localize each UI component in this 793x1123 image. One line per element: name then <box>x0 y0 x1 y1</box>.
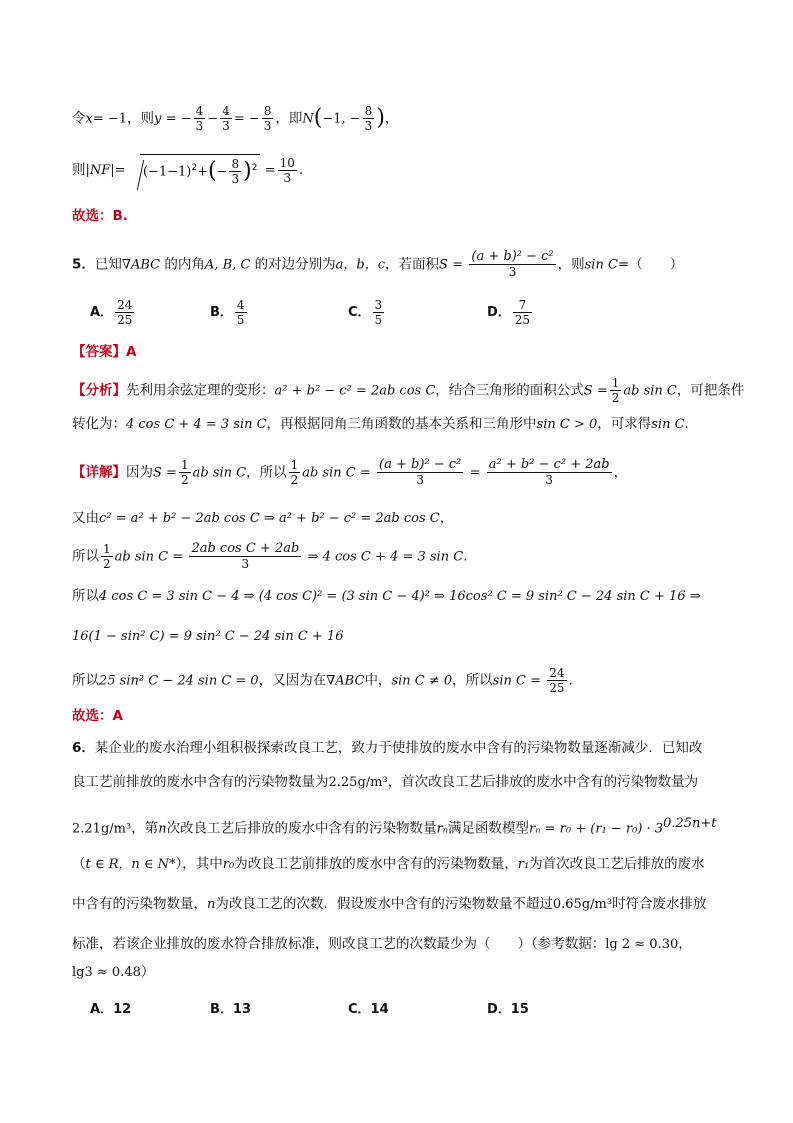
question-6-line-1 <box>72 738 702 758</box>
math: lg3 ≈ 0.48 <box>72 965 141 980</box>
text: 的对边分别为 <box>254 256 336 273</box>
text: 的内角 <box>164 256 205 273</box>
answer-value: A <box>112 708 123 724</box>
choice-a[interactable]: A．12 <box>90 1002 132 1017</box>
answer-value: A <box>126 344 137 360</box>
choice-c[interactable]: C． $\frac{3}{5}$ <box>348 298 383 327</box>
text: ，第 <box>131 820 159 837</box>
fraction: $\frac{4}{3}$ <box>195 104 204 133</box>
question-number: 6． <box>72 740 95 756</box>
math: ab sin C = <box>114 549 184 565</box>
text: 又由 <box>72 510 99 526</box>
math: = −1 <box>92 111 128 127</box>
text: 良工艺前排放的废水中含有的污染物数量为 <box>72 774 329 790</box>
text: （ <box>72 856 86 872</box>
math: S = <box>583 383 608 399</box>
text: ，可把条件 <box>676 382 745 399</box>
text: ， <box>384 110 399 127</box>
solution-line-1: 令x= −1，则y = − $\frac{4}{3}$ − $\frac{4}{3}$ = − $\frac{8}{3}$ ，即N(−1, − $\frac{8}{3}$ )， <box>72 104 399 133</box>
text: ，首次改良工艺后排放的废水中含有的污染物数量为 <box>387 774 699 790</box>
math-var: N <box>302 111 314 127</box>
math: lg 2 ≈ 0.30 <box>605 937 679 952</box>
text: 所以 <box>72 672 99 689</box>
detail-line-4 <box>72 586 701 607</box>
text: ） <box>140 964 155 980</box>
answer-label: 故选： <box>72 208 113 224</box>
text: ，则 <box>557 256 585 273</box>
analysis-tag: 【分析】 <box>72 382 126 399</box>
math: sin C ≠ 0 <box>391 673 453 689</box>
math: 25 sin² C − 24 sin C = 0 <box>99 673 259 689</box>
math: S = <box>153 465 177 481</box>
math: a² + b² − c² = 2ab cos C <box>274 383 436 399</box>
choice-b[interactable]: B．13 <box>210 1002 252 1017</box>
math: r₁ <box>517 857 530 872</box>
choice-a[interactable]: A． $\frac{24}{25}$ <box>90 298 133 327</box>
text: 转化为： <box>72 416 126 432</box>
fraction: $\frac{8}{3}$ <box>364 104 373 133</box>
math: ab sin C <box>623 383 677 399</box>
text: 令 <box>72 110 86 127</box>
question-6-line-7 <box>72 962 154 983</box>
question-number: 5． <box>72 256 95 273</box>
text: ，所以 <box>246 464 287 481</box>
fraction: $\frac{10}{3}$ <box>279 155 295 185</box>
answer-label: 故选： <box>72 708 113 724</box>
choice-c[interactable]: C．14 <box>348 1002 389 1017</box>
analysis-line-2 <box>72 414 689 435</box>
question-6-line-5 <box>72 894 707 915</box>
math: 4 cos C + 4 = 3 sin C <box>126 417 267 432</box>
question-6-line-3 <box>72 814 717 840</box>
math: sin C <box>651 417 685 432</box>
text: 为改良工艺的次数．假设废水中含有的污染物数量不超过 <box>215 896 553 912</box>
math: 4 cos C = 3 sin C − 4 ⇒ (4 cos C)² = (3 sin C − 4)² ⇒ 16cos² C = 9 sin² C − 24 sin C + 16 ⇒ <box>99 589 701 604</box>
math: ⇒ 4 cos C + 4 = 3 sin C <box>307 549 464 565</box>
math: ∇ABC <box>326 673 365 689</box>
question-6-line-4 <box>72 854 705 875</box>
answer-tag: 【答案】 <box>72 344 126 360</box>
math-var: x <box>85 111 93 127</box>
detail-line-5 <box>72 626 343 647</box>
math-var: S <box>439 257 448 273</box>
math: 0.25n+t <box>663 816 717 831</box>
choice-d[interactable]: D． $\frac{7}{25}$ <box>487 298 531 327</box>
math: = − <box>233 111 260 127</box>
text: ，结合三角形的面积公式 <box>435 382 584 399</box>
math: sin C <box>584 257 618 273</box>
fraction: $\frac{4}{3}$ <box>222 104 230 133</box>
text: ，又因为在 <box>258 672 327 689</box>
math: A, B, C <box>204 257 251 273</box>
math: = <box>264 163 276 178</box>
math: sin C > 0 <box>536 417 598 432</box>
text: 次改良工艺后排放的废水中含有的污染物数量 <box>166 820 437 837</box>
text: 中含有的污染物数量， <box>72 896 207 912</box>
math: − <box>207 111 219 127</box>
answer-line-5 <box>72 706 123 726</box>
text: 已知 <box>94 256 122 273</box>
text: ），其中 <box>175 856 223 872</box>
sqrt: $(-1-1)^2+(-$ $\frac{8}{3}$ )$^2$ <box>130 154 261 186</box>
solution-line-2 <box>72 154 303 186</box>
math: rₙ = r₀ + (r₁ − r₀) · 3 <box>529 821 664 837</box>
choice-d[interactable]: D．15 <box>487 1002 529 1017</box>
math: t ∈ R，n ∈ N* <box>85 857 176 872</box>
math: 2.21g/m³ <box>72 821 132 837</box>
detail-line-1: 【详解】因为S = $\frac{1}{2}$ ab sin C，所以 $\frac{1}{2}$ ab sin C = $\frac{\text{(a + b)² − c²}}{3}$ = $\frac{\text{a² + b² − c² + 2ab}}{3}$ ， <box>72 457 628 487</box>
answer-line-4 <box>72 206 128 226</box>
text: 为首次改良工艺后排放的废水 <box>529 856 705 872</box>
math: ab sin C <box>192 465 247 481</box>
text: ，即 <box>275 110 303 127</box>
text: 时符合废水排放 <box>612 896 707 912</box>
text: ， <box>678 936 692 952</box>
math: = <box>114 163 126 178</box>
text: 满足函数模型 <box>448 820 530 837</box>
detail-line-2: 又由c² = a² + b² − 2ab cos C ⇒ a² + b² − c² = 2ab cos C， <box>72 510 454 526</box>
text: ，则 <box>127 110 155 127</box>
text: 中， <box>364 672 392 689</box>
text: 所以 <box>72 548 99 565</box>
text: . <box>684 416 689 432</box>
math: = <box>452 257 464 273</box>
math-var: y <box>154 111 162 127</box>
text: ，可求得 <box>597 416 652 432</box>
math: = − <box>165 111 192 127</box>
answer-tag-line <box>72 342 136 362</box>
math-var: n <box>158 821 167 837</box>
text: . <box>298 162 304 178</box>
question-5-stem <box>72 250 683 279</box>
math: r₀ <box>222 857 235 872</box>
text: 为改良工艺前排放的废水中含有的污染物数量， <box>234 856 518 872</box>
text: 则 <box>72 162 86 178</box>
analysis-line-1: 【分析】先利用余弦定理的变形：a² + b² − c² = 2ab cos C，结合三角形的面积公式S = $\frac{1}{2}$ ab sin C，可把条件 <box>72 376 745 405</box>
text: ，再根据同角三角函数的基本关系和三角形中 <box>266 416 537 432</box>
math: |NF| <box>85 163 115 178</box>
fraction: $\frac{\text{(a + b)² − c²}}{3}$ <box>471 249 554 279</box>
text: 先利用余弦定理的变形： <box>126 382 275 399</box>
question-6-line-6 <box>72 934 692 955</box>
text: 标准，若该企业排放的废水符合排放标准，则改良工艺的次数最少为（ ）（参考数据： <box>72 936 606 952</box>
math: c² = a² + b² − 2ab cos C ⇒ a² + b² − c² = 2ab cos C <box>99 511 440 526</box>
text: =（ ） <box>617 256 684 273</box>
question-6-line-2 <box>72 772 698 793</box>
text: ，所以 <box>452 672 493 689</box>
math: rₙ <box>436 821 449 837</box>
math-var: n <box>207 897 216 912</box>
math: ab sin C = <box>302 465 371 481</box>
detail-line-6: 所以25 sin² C − 24 sin C = 0，又因为在∇ABC中，sin C ≠ 0，所以sin C = $\frac{24}{25}$ . <box>72 666 573 695</box>
detail-line-3: 所以 $\frac{1}{2}$ ab sin C = $\frac{\text{2ab cos C + 2ab}}{3}$ ⇒ 4 cos C + 4 = 3 sin C. <box>72 541 468 571</box>
fraction: $\frac{8}{3}$ <box>263 104 272 133</box>
math: 2.25g/m³ <box>328 775 388 790</box>
math: 16(1 − sin² C) = 9 sin² C − 24 sin C + 16 <box>72 629 344 644</box>
text: 所以 <box>72 588 99 604</box>
choice-b[interactable]: B． $\frac{4}{5}$ <box>210 298 245 327</box>
text: ，若面积 <box>385 256 439 273</box>
math: 0.65g/m³ <box>552 897 613 912</box>
math: a，b，c <box>335 257 385 273</box>
detail-tag: 【详解】 <box>72 464 126 481</box>
answer-value: B. <box>112 208 128 224</box>
text: 因为 <box>126 464 153 481</box>
math: sin C = <box>492 673 541 689</box>
math: −1, − <box>322 111 361 127</box>
text: 某企业的废水治理小组积极探索改良工艺，致力于使排放的废水中含有的污染物数量逐渐减少．已知改 <box>94 740 703 756</box>
math: ∇ABC <box>121 257 161 273</box>
